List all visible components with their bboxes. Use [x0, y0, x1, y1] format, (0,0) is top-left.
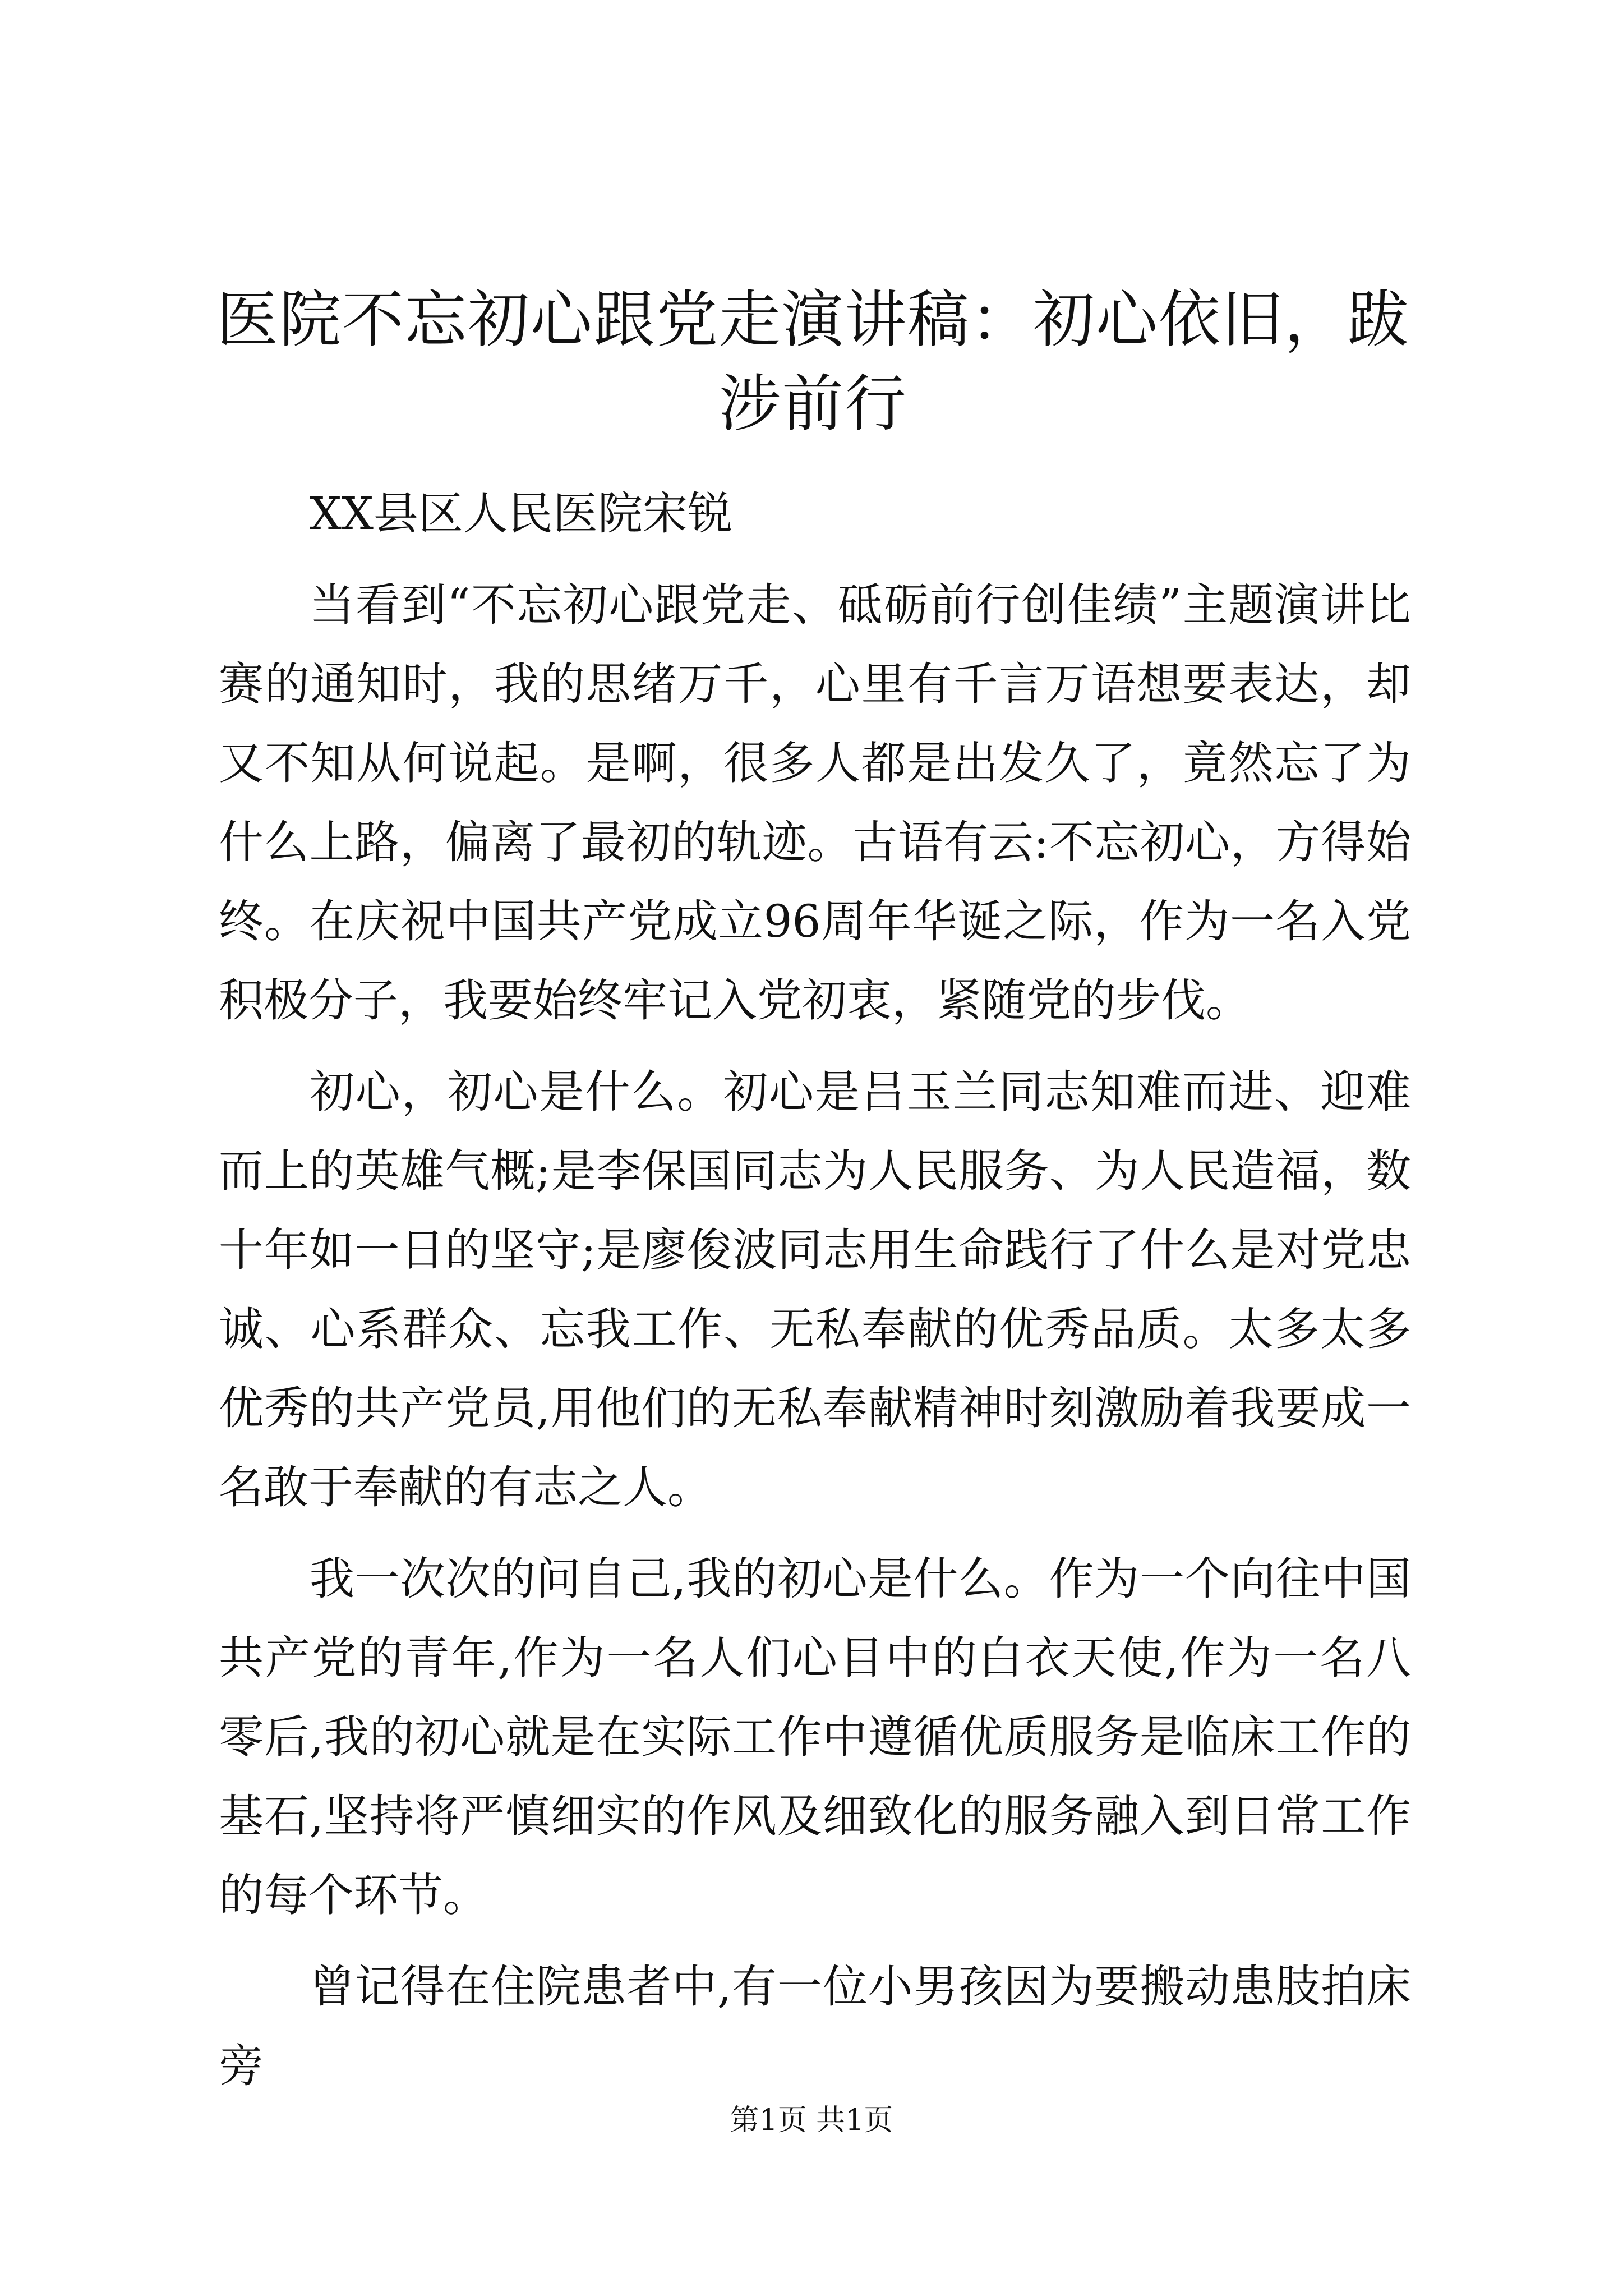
paragraph-1: 当看到“不忘初心跟党走、砥砺前行创佳绩”主题演讲比赛的通知时，我的思绪万千，心里有千言万语想要表达，却又不知从何说起。是啊，很多人都是出发久了，竟然忘了为什么上路，偏离了最初的轨迹。古语有云:不忘初心，方得始终。在庆祝中国共产党成立96周年华诞之际，作为一名入党积极分子，我要始终牢记入党初衷，紧随党的步伐。 [219, 579, 1411, 1027]
author-line: XX县区人民医院宋锐 [310, 487, 732, 540]
paragraph-2: 初心，初心是什么。初心是吕玉兰同志知难而进、迎难而上的英雄气概;是李保国同志为人民服务、为人民造福，数十年如一日的坚守;是廖俊波同志用生命践行了什么是对党忠诚、心系群众、忘我工作、无私奉献的优秀品质。太多太多优秀的共产党员,用他们的无私奉献精神时刻激励着我要成一名敢于奉献的有志之人。 [219, 1066, 1411, 1513]
paragraph-3: 我一次次的问自己,我的初心是什么。作为一个向往中国共产党的青年,作为一名人们心目中的白衣天使,作为一名八零后,我的初心就是在实际工作中遵循优质服务是临床工作的基石,坚持将严慎细实的作风及细致化的服务融入到日常工作的每个环节。 [219, 1553, 1411, 1921]
document-body [219, 474, 1411, 2105]
document-title: 医院不忘初心跟党走演讲稿：初心依旧，跋涉前行 [216, 284, 1410, 440]
paragraph-4: 曾记得在住院患者中,有一位小男孩因为要搬动患肢拍床旁 [219, 1961, 1411, 2092]
page-footer: 第1页 共1页 [730, 2104, 893, 2137]
